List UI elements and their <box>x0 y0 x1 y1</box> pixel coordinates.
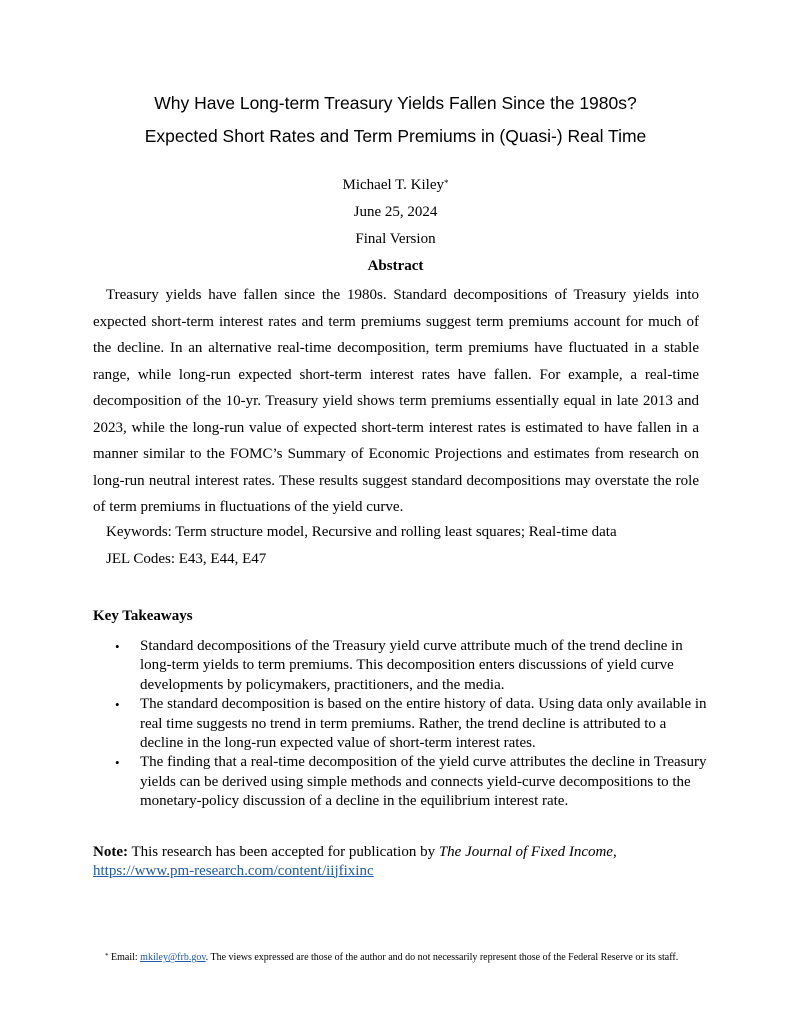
list-item <box>93 695 713 753</box>
note-text: This research has been accepted for publication by <box>127 844 439 860</box>
jel-codes: JEL Codes: E43, E44, E47 <box>106 551 267 567</box>
key-takeaways-heading: Key Takeaways <box>93 608 193 624</box>
journal-link[interactable]: https://www.pm-research.com/content/iijfixinc <box>93 862 374 879</box>
note-comma: , <box>612 844 617 860</box>
bullet-icon: • <box>115 639 120 654</box>
publication-note <box>93 843 713 880</box>
key-takeaways-list <box>93 637 713 812</box>
list-item-text: The finding that a real-time decomposition of the yield curve attributes the decline in Treasury yields can be derived using simple methods and connects yield-curve decompositions to the monetary-policy discussion of a decline in the equilibrium interest rate. <box>140 754 707 810</box>
list-item <box>93 753 713 811</box>
footnote <box>93 950 699 965</box>
footnote-email-label: Email: <box>108 952 141 963</box>
bullet-icon: • <box>115 697 120 713</box>
list-item <box>93 637 713 695</box>
email-link[interactable]: mkiley@frb.gov <box>140 952 206 963</box>
bullet-icon: • <box>115 755 120 771</box>
note-label: Note: <box>93 844 128 860</box>
abstract-heading: Abstract <box>367 258 424 274</box>
keywords: Keywords: Term structure model, Recursive and rolling least squares; Real-time data <box>106 524 617 540</box>
author-footnote-mark[interactable]: * <box>444 178 449 188</box>
footnote-text: . The views expressed are those of the author and do not necessarily represent those of the Federal Reserve or its staff. <box>205 952 679 963</box>
list-item-text: Standard decompositions of the Treasury yield curve attribute much of the trend decline in long-term yields to term premiums. This decomposition enters discussions of yield curve developments by policymakers, practitioners, and the media. <box>140 638 683 693</box>
list-item-text: The standard decomposition is based on the entire history of data. Using data only available in real time suggests no trend in term premiums. Rather, the trend decline is attributed to a decline in the long-run expected value of short-term interest rates. <box>140 696 707 752</box>
publication-date: June 25, 2024 <box>353 204 438 220</box>
paper-title-line-1: Why Have Long-term Treasury Yields Fallen Since the 1980s? <box>154 93 637 113</box>
version-label: Final Version <box>355 231 436 247</box>
author-name: Michael T. Kiley <box>342 177 444 193</box>
footnote-mark: * <box>105 952 109 960</box>
author <box>0 176 791 194</box>
abstract-text: Treasury yields have fallen since the 1980s. Standard decompositions of Treasury yields into expected short-term interest rates and term premiums suggest term premiums account for much of the decline. In an alternative real-time decomposition, term premiums have fluctuated in a stable range, while long-run expected short-term interest rates have fallen. For example, a real-time decomposition of the 10-yr. Treasury yield shows term premiums essentially equal in late 2013 and 2023, while the long-run value of expected short-term interest rates is estimated to have fallen in a manner similar to the FOMC’s Summary of Economic Projections and estimates from research on long-run neutral interest rates. These results suggest standard decompositions may overstate the role of term premiums in fluctuations of the yield curve. <box>93 287 699 515</box>
paper-title-line-2: Expected Short Rates and Term Premiums in (Quasi-) Real Time <box>144 126 647 146</box>
journal-name: The Journal of Fixed Income <box>438 844 613 860</box>
